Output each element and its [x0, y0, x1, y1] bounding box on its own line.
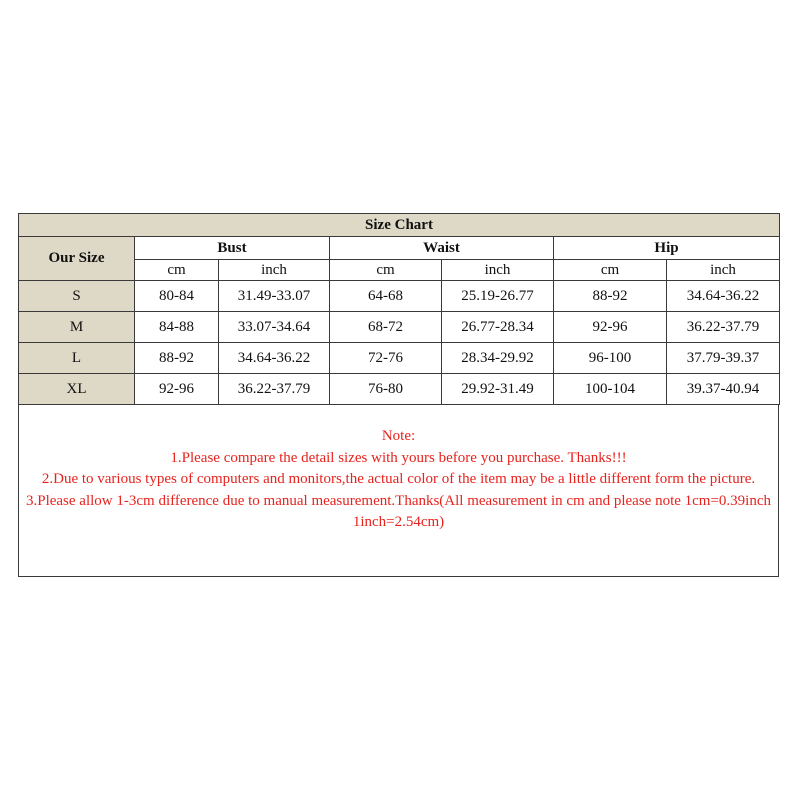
measurement-cell: 88-92 — [554, 281, 667, 312]
measurement-cell: 28.34-29.92 — [442, 343, 554, 374]
unit-header: inch — [667, 260, 780, 281]
measurement-cell: 68-72 — [330, 312, 442, 343]
measurement-cell: 96-100 — [554, 343, 667, 374]
measurement-cell: 26.77-28.34 — [442, 312, 554, 343]
notes-box — [18, 405, 779, 577]
size-column-header: Our Size — [19, 237, 135, 281]
unit-header: inch — [442, 260, 554, 281]
size-label: L — [19, 343, 135, 374]
measurement-cell: 36.22-37.79 — [667, 312, 780, 343]
table-row — [19, 343, 780, 374]
measurement-cell: 29.92-31.49 — [442, 374, 554, 405]
measurement-cell: 37.79-39.37 — [667, 343, 780, 374]
measurement-cell: 64-68 — [330, 281, 442, 312]
measurement-cell: 33.07-34.64 — [219, 312, 330, 343]
size-label: M — [19, 312, 135, 343]
size-label: XL — [19, 374, 135, 405]
measurement-cell: 34.64-36.22 — [219, 343, 330, 374]
size-label: S — [19, 281, 135, 312]
measurement-cell: 84-88 — [135, 312, 219, 343]
note-line: 2.Due to various types of computers and monitors,the actual color of the item may be a little different form the picture. — [41, 471, 756, 487]
size-chart-table — [18, 213, 780, 405]
unit-header: cm — [135, 260, 219, 281]
table-row — [19, 312, 780, 343]
measurement-cell: 72-76 — [330, 343, 442, 374]
group-header-waist: Waist — [330, 237, 554, 260]
measurement-cell: 36.22-37.79 — [219, 374, 330, 405]
measurement-cell: 80-84 — [135, 281, 219, 312]
size-rows — [19, 281, 780, 405]
table-row — [19, 281, 780, 312]
measurement-cell: 25.19-26.77 — [442, 281, 554, 312]
notes-heading: Note: — [381, 428, 416, 444]
measurement-cell: 92-96 — [554, 312, 667, 343]
measurement-cell: 92-96 — [135, 374, 219, 405]
measurement-cell: 88-92 — [135, 343, 219, 374]
table-row — [19, 374, 780, 405]
measurement-cell: 39.37-40.94 — [667, 374, 780, 405]
table-title: Size Chart — [19, 214, 780, 237]
note-line: 3.Please allow 1-3cm difference due to manual measurement.Thanks(All measurement in cm and please note 1cm=0.39inch 1inch=2.54cm) — [25, 492, 772, 530]
unit-header: cm — [330, 260, 442, 281]
measurement-cell: 76-80 — [330, 374, 442, 405]
group-header-bust: Bust — [135, 237, 330, 260]
unit-header: inch — [219, 260, 330, 281]
group-header-hip: Hip — [554, 237, 780, 260]
size-chart — [18, 213, 779, 577]
measurement-cell: 31.49-33.07 — [219, 281, 330, 312]
measurement-cell: 100-104 — [554, 374, 667, 405]
measurement-cell: 34.64-36.22 — [667, 281, 780, 312]
note-line: 1.Please compare the detail sizes with yours before you purchase. Thanks!!! — [170, 449, 627, 466]
unit-header: cm — [554, 260, 667, 281]
